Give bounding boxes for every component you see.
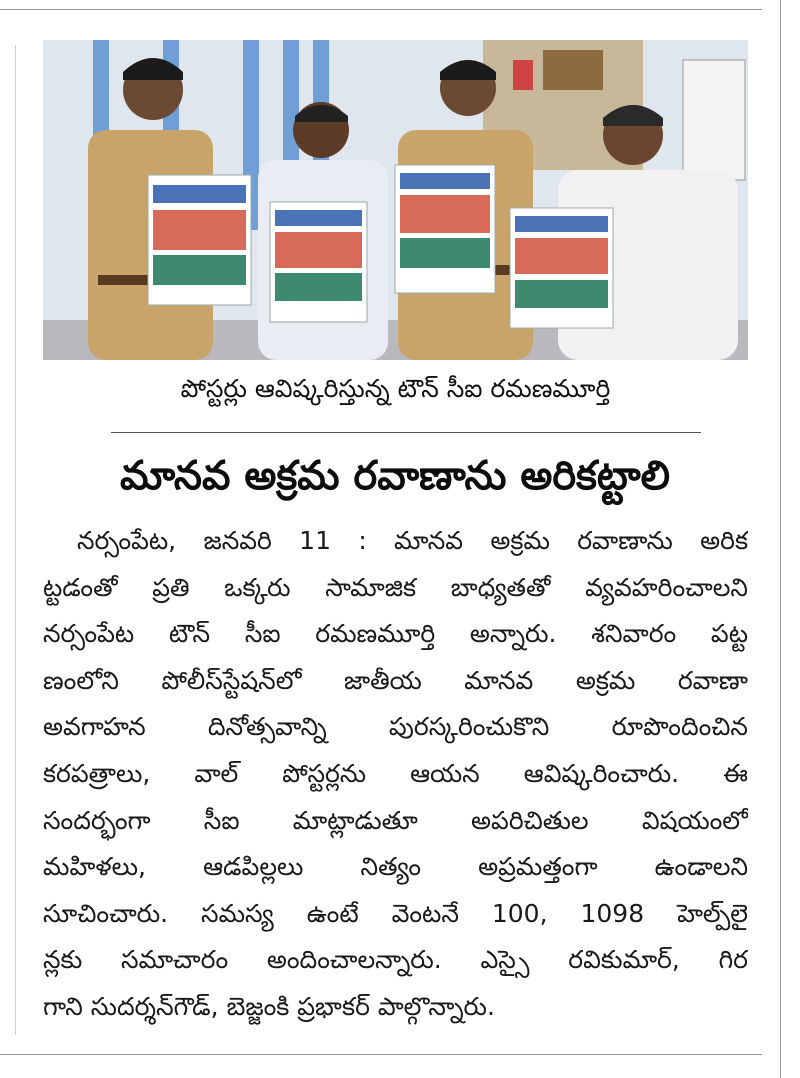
left-rule (15, 45, 16, 1035)
photo-illustration (43, 40, 748, 360)
photo-caption: పోస్టర్లు ఆవిష్కరిస్తున్న టౌన్ సీఐ రమణమూర్తి (180, 374, 611, 403)
body-line: నర్సంపేట, జనవరి 11 : మానవ అక్రమ రవాణాను అరిక (77, 526, 748, 555)
poster-2 (270, 202, 367, 322)
caption-divider (111, 432, 701, 433)
top-rule (0, 9, 762, 10)
body-line: గాని సుదర్శన్‌గౌడ్, బెజ్జంకి ప్రభాకర్ పాల్గొన్నారు. (43, 991, 495, 1021)
news-photo (43, 40, 748, 360)
article-headline: మానవ అక్రమ రవాణాను అరికట్టాలి (120, 453, 670, 499)
poster-4 (510, 208, 613, 328)
poster-3 (395, 165, 495, 293)
article-body (43, 518, 748, 1031)
body-line: అవగాహన దినోత్సవాన్ని పురస్కరించుకొని రూపొందించిన (43, 712, 748, 742)
body-line: నర్సంపేట టౌన్ సీఐ రమణమూర్తి అన్నారు. శనివారం పట్ట (43, 619, 748, 649)
right-rule (780, 0, 781, 1078)
whiteboard (683, 60, 745, 180)
body-line: సందర్భంగా సీఐ మాట్లాడుతూ అపరిచితుల విషయంలో (43, 805, 748, 835)
poster-1 (148, 175, 251, 305)
body-line: ణంలోని పోలీస్‌స్టేషన్‌లో జాతీయ మానవ అక్రమ రవాణా (43, 665, 748, 695)
body-line: ట్టడంతో ప్రతి ఒక్కరు సామాజిక బాధ్యతతో వ్యవహరించాలని (43, 572, 748, 602)
body-line: కరపత్రాలు, వాల్ పోస్టర్లను ఆయన ఆవిష్కరించారు. ఈ (43, 758, 748, 788)
body-line: సూచించారు. సమస్య ఉంటే వెంటనే 100, 1098 హెల్ప్‌లై (43, 898, 748, 928)
body-line: మహిళలు, ఆడపిల్లలు నిత్యం అప్రమత్తంగా ఉండాలని (43, 852, 748, 882)
bottom-rule (0, 1054, 762, 1055)
body-line: న్లకు సమాచారం అందించాలన్నారు. ఎస్సై రవికుమార్, గిర (43, 945, 748, 975)
